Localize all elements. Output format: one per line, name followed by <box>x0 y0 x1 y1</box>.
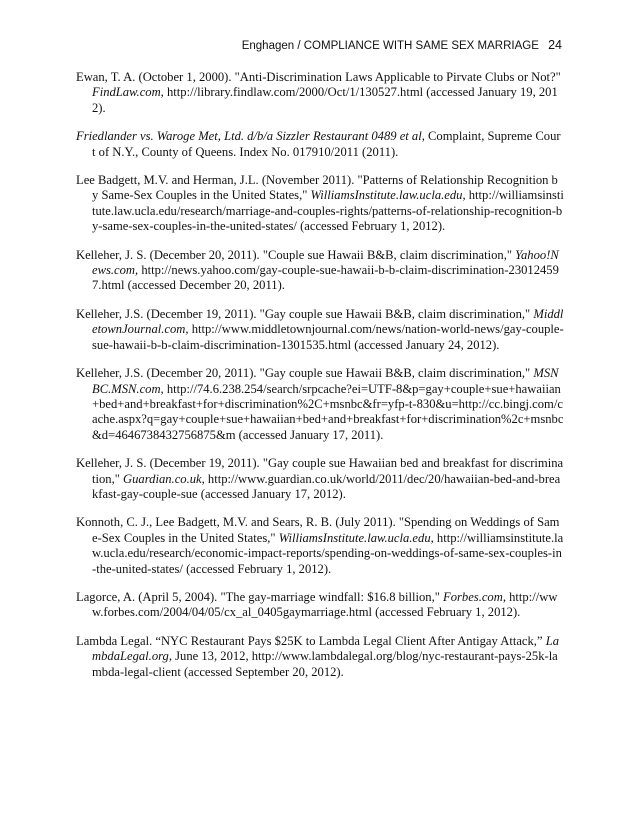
reference-italic-text: WilliamsInstitute.law.ucla.edu, <box>278 530 434 545</box>
reference-entry <box>76 173 564 235</box>
reference-entry <box>76 366 564 443</box>
running-title: Enghagen / COMPLIANCE WITH SAME SEX MARRIAGE <box>241 40 539 52</box>
reference-italic-text: FindLaw.com, <box>92 85 164 100</box>
reference-entry <box>76 248 564 294</box>
reference-text: http://williamsinstitute.law.ucla.edu/research/marriage-and-couples-rights/patterns-of-relationship-recognition-by-same-sex-couples-in-the-united-states/ (accessed February 1, 2012). <box>92 188 564 234</box>
reference-text: Kelleher, J.S. (December 19, 2011). "Gay couple sue Hawaii B&B, claim discrimination," <box>76 306 534 321</box>
reference-text: http://williamsinstitute.law.ucla.edu/research/economic-impact-reports/spending-on-weddings-of-same-sex-couples-in-the-united-states/ (accessed February 1, 2012). <box>92 530 564 576</box>
reference-text: Konnoth, C. J., Lee Badgett, M.V. and Sears, R. B. (July 2011). "Spending on Weddings of Same-Sex Couples in the United States," <box>76 515 560 545</box>
reference-italic-text: WilliamsInstitute.law.ucla.edu, <box>310 188 466 203</box>
reference-text: http://library.findlaw.com/2000/Oct/1/130527.html (accessed January 19, 2012). <box>92 85 558 115</box>
reference-italic-text: Forbes.com, <box>443 589 506 604</box>
reference-text: Ewan, T. A. (October 1, 2000). "Anti-Discrimination Laws Applicable to Pirvate Clubs or Not?" <box>76 70 561 84</box>
reference-entry <box>76 590 564 621</box>
reference-entry <box>76 456 564 502</box>
reference-entry <box>76 70 564 116</box>
reference-entry <box>76 634 564 680</box>
reference-text: Kelleher, J. S. (December 19, 2011). "Gay couple sue Hawaiian bed and breakfast for discrimination," <box>76 456 564 486</box>
reference-text: http://www.forbes.com/2004/04/05/cx_al_0405gaymarriage.html (accessed February 1, 2012). <box>92 589 558 620</box>
reference-text: Kelleher, J.S. (December 20, 2011). "Gay couple sue Hawaii B&B, claim discrimination," <box>76 366 534 381</box>
reference-text: http://www.guardian.co.uk/world/2011/dec/20/hawaiian-bed-and-breakfast-gay-couple-sue (accessed January 17, 2012). <box>92 471 561 501</box>
reference-entry <box>76 129 564 160</box>
reference-italic-text: Yahoo!News.com, <box>92 247 559 278</box>
reference-italic-text: LambdaLegal.org <box>92 633 560 664</box>
reference-text: http://news.yahoo.com/gay-couple-sue-hawaii-b-b-claim-discrimination-230124597.html (accessed December 20, 2011). <box>92 263 559 293</box>
reference-entry <box>76 307 564 353</box>
reference-italic-text: MSNBC.MSN.com, <box>92 366 559 396</box>
reference-entry <box>76 515 564 577</box>
reference-italic-text: Friedlander vs. Waroge Met, Ltd. d/b/a Sizzler Restaurant 0489 et al, <box>76 129 425 144</box>
reference-text: Lagorce, A. (April 5, 2004). "The gay-marriage windfall: $16.8 billion," <box>76 589 444 604</box>
reference-text: Kelleher, J. S. (December 20, 2011). "Couple sue Hawaii B&B, claim discrimination," <box>76 247 516 262</box>
page-number: 24 <box>548 38 562 52</box>
reference-text: Lee Badgett, M.V. and Herman, J.L. (November 2011). "Patterns of Relationship Recognition by Same-Sex Couples in the United States," <box>76 173 558 203</box>
reference-text: Complaint, Supreme Court of N.Y., County of Queens. Index No. 017910/2011 (2011). <box>92 129 561 159</box>
reference-text: http://74.6.238.254/search/srpcache?ei=UTF-8&p=gay+couple+sue+hawaiian+bed+and+breakfast+for+discrimination%2C+msnbc&fr=yfp-t-830&u=http://cc.bingj.com/cache.aspx?q=gay+couple+sue+hawaiian+bed+and+breakfast+for+discrimination%2c+msnbc&d=4646738432756875&m (accessed January 17, 2011). <box>92 381 564 442</box>
reference-text: http://www.middletownjournal.com/news/nation-world-news/gay-couple-sue-hawaii-b-b-claim-discrimination-1301535.html (accessed January 24, 2012). <box>92 322 564 352</box>
reference-text: Lambda Legal. “NYC Restaurant Pays $25K to Lambda Legal Client After Antigay Attack,” <box>76 633 546 648</box>
reference-italic-text: Guardian.co.uk, <box>123 471 205 486</box>
reference-italic-text: MiddletownJournal.com, <box>92 306 564 337</box>
reference-text: , June 13, 2012, http://www.lambdalegal.org/blog/nyc-restaurant-pays-25k-lambda-legal-client (accessed September 20, 2012). <box>92 649 558 679</box>
running-header <box>242 38 562 52</box>
reference-list <box>76 70 564 693</box>
